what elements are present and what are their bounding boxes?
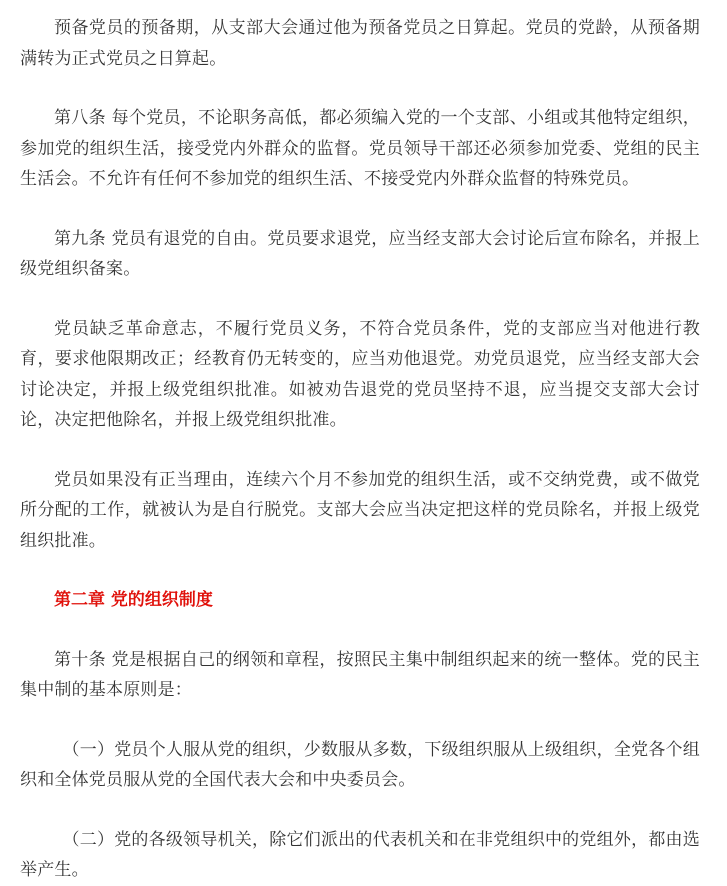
paragraph-self-withdrawal: 党员如果没有正当理由，连续六个月不参加党的组织生活，或不交纳党费，或不做党所分配的工作，就被认为是自行脱党。支部大会应当决定把这样的党员除名，并报上级党组织批准。	[20, 469, 700, 551]
paragraph-principle-2: （二）党的各级领导机关，除它们派出的代表机关和在非党组织中的党组外，都由选举产生。	[20, 829, 700, 880]
chapter-heading: 第二章 党的组织制度	[54, 590, 213, 610]
paragraph-article-8: 第八条 每个党员，不论职务高低，都必须编入党的一个支部、小组或其他特定组织，参加党的组织生活，接受党内外群众的监督。党员领导干部还必须参加党委、党组的民主生活会。不允许有任何不参加党的组织生活、不接受党内外群众监督的特殊党员。	[20, 108, 700, 189]
paragraph-persuade-withdrawal: 党员缺乏革命意志，不履行党员义务，不符合党员条件，党的支部应当对他进行教育，要求他限期改正；经教育仍无转变的，应当劝他退党。劝党员退党，应当经支部大会讨论决定，并报上级党组织批准。如被劝告退党的党员坚持不退，应当提交支部大会讨论，决定把他除名，并报上级党组织批准。	[20, 318, 700, 430]
document-body	[20, 13, 700, 886]
paragraph-article-9: 第九条 党员有退党的自由。党员要求退党，应当经支部大会讨论后宣布除名，并报上级党组织备案。	[20, 228, 700, 279]
paragraph-probation-period: 预备党员的预备期，从支部大会通过他为预备党员之日算起。党员的党龄，从预备期满转为正式党员之日算起。	[20, 18, 700, 69]
paragraph-principle-1: （一）党员个人服从党的组织，少数服从多数，下级组织服从上级组织，全党各个组织和全体党员服从党的全国代表大会和中央委员会。	[20, 739, 700, 790]
paragraph-article-10: 第十条 党是根据自己的纲领和章程，按照民主集中制组织起来的统一整体。党的民主集中制的基本原则是：	[20, 649, 700, 700]
